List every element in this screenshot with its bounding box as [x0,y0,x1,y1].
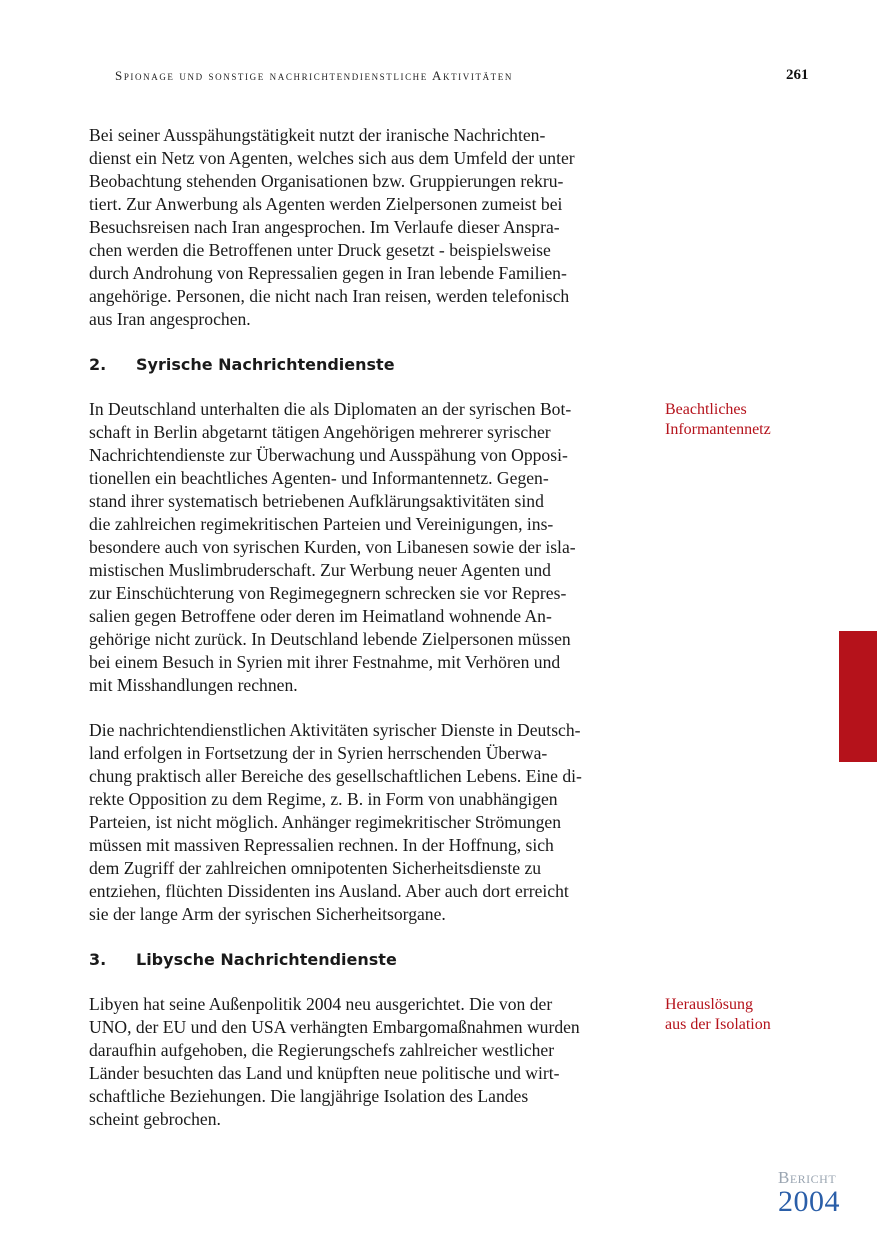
text-line: schaft in Berlin abgetarnt tätigen Angehörigen mehrerer syrischer [89,422,551,442]
margin-note [665,400,771,440]
text-line: angehörige. Personen, die nicht nach Iran reisen, werden telefonisch [89,286,570,306]
section-number: 3. [89,950,107,969]
text-line: salien gegen Betroffene oder deren im Heimatland wohnende An- [89,606,552,626]
body-paragraph [89,993,645,1131]
text-line: dienst ein Netz von Agenten, welches sich aus dem Umfeld der unter [89,148,575,168]
margin-note-line: Informantennetz [665,421,771,438]
text-line: scheint gebrochen. [89,1109,221,1129]
text-line: rekte Opposition zu dem Regime, z. B. in Form von unabhängigen [89,789,558,809]
body-paragraph [89,124,645,331]
body-paragraph [89,398,645,697]
text-line: UNO, der EU und den USA verhängten Embargomaßnahmen wurden [89,1017,580,1037]
text-line: chen werden die Betroffenen unter Druck gesetzt - beispielsweise [89,240,551,260]
text-line: mistischen Muslimbruderschaft. Zur Werbung neuer Agenten und [89,560,551,580]
text-line: Libyen hat seine Außenpolitik 2004 neu ausgerichtet. Die von der [89,994,553,1014]
text-line: chung praktisch aller Bereiche des gesellschaftlichen Lebens. Eine di- [89,766,582,786]
text-line: sie der lange Arm der syrischen Sicherheitsorgane. [89,904,446,924]
report-logo [778,1168,840,1216]
section-title: Syrische Nachrichtendienste [136,355,395,374]
text-line: Länder besuchten das Land und knüpften neue politische und wirt- [89,1063,560,1083]
body-paragraph [89,719,645,926]
margin-note-line: aus der Isolation [665,1016,771,1033]
text-line: Parteien, ist nicht möglich. Anhänger regimekritischer Strömungen [89,812,561,832]
running-header-title: Spionage und sonstige nachrichtendienstliche Aktivitäten [115,68,513,83]
margin-note [665,995,771,1035]
text-line: die zahlreichen regimekritischen Parteien und Vereinigungen, ins- [89,514,554,534]
text-line: schaftliche Beziehungen. Die langjährige Isolation des Landes [89,1086,529,1106]
report-logo-word: Bericht [778,1168,837,1187]
text-line: durch Androhung von Repressalien gegen in Iran lebende Familien- [89,263,567,283]
page-number: 261 [786,67,809,83]
report-logo-year: 2004 [778,1185,840,1218]
section-heading [89,950,397,969]
text-line: Besuchsreisen nach Iran angesprochen. Im Verlaufe dieser Anspra- [89,217,560,237]
section-title: Libysche Nachrichtendienste [136,950,397,969]
margin-note-line: Beachtliches [665,401,747,418]
text-line: entziehen, flüchten Dissidenten ins Ausland. Aber auch dort erreicht [89,881,569,901]
text-line: land erfolgen in Fortsetzung der in Syrien herrschenden Überwa- [89,743,548,763]
text-line: gehörige nicht zurück. In Deutschland lebende Zielpersonen müssen [89,629,571,649]
section-heading [89,355,395,374]
text-line: tionellen ein beachtliches Agenten- und Informantennetz. Gegen- [89,468,549,488]
text-line: In Deutschland unterhalten die als Diplomaten an der syrischen Bot- [89,399,572,419]
text-line: müssen mit massiven Repressalien rechnen. In der Hoffnung, sich [89,835,554,855]
text-line: zur Einschüchterung von Regimegegnern schrecken sie vor Repres- [89,583,567,603]
text-line: Die nachrichtendienstlichen Aktivitäten syrischer Dienste in Deutsch- [89,720,581,740]
text-line: daraufhin aufgehoben, die Regierungschefs zahlreicher westlicher [89,1040,555,1060]
text-line: Beobachtung stehenden Organisationen bzw. Gruppierungen rekru- [89,171,564,191]
chapter-thumb-tab [839,631,877,762]
text-line: bei einem Besuch in Syrien mit ihrer Festnahme, mit Verhören und [89,652,561,672]
text-line: aus Iran angesprochen. [89,309,251,329]
section-number: 2. [89,355,107,374]
text-line: stand ihrer systematisch betriebenen Aufklärungsaktivitäten sind [89,491,544,511]
margin-note-line: Herauslösung [665,996,753,1013]
text-line: tiert. Zur Anwerbung als Agenten werden Zielpersonen zumeist bei [89,194,563,214]
text-line: Bei seiner Ausspähungstätigkeit nutzt der iranische Nachrichten- [89,125,546,145]
text-line: mit Misshandlungen rechnen. [89,675,298,695]
text-line: Nachrichtendienste zur Überwachung und Ausspähung von Opposi- [89,445,568,465]
text-line: besondere auch von syrischen Kurden, von Libanesen sowie der isla- [89,537,576,557]
text-line: dem Zugriff der zahlreichen omnipotenten Sicherheitsdienste zu [89,858,542,878]
